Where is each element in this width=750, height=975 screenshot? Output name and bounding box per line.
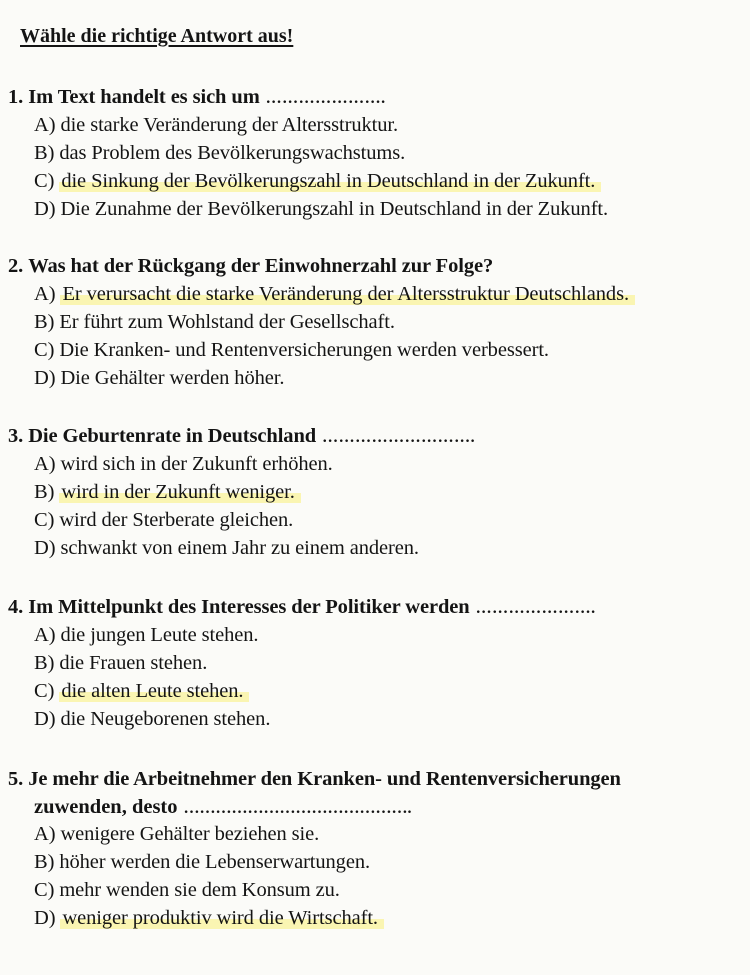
highlighted-answer: wird in der Zukunft weniger. — [59, 481, 300, 503]
option-letter: C) — [34, 879, 55, 901]
question-number: 4. — [8, 596, 24, 618]
option-3c[interactable] — [34, 509, 293, 532]
option-letter: D) — [34, 198, 56, 220]
highlighted-answer: die alten Leute stehen. — [59, 680, 249, 702]
option-letter: D) — [34, 367, 56, 389]
option-1b[interactable] — [34, 142, 405, 165]
option-text: Er führt zum Wohlstand der Gesellschaft. — [59, 311, 395, 333]
question-text: Im Mittelpunkt des Interesses der Politiker werden — [28, 596, 470, 618]
option-text: Die Gehälter werden höher. — [60, 367, 285, 389]
answer-blank: ……………………………………. — [183, 800, 412, 817]
option-text: die Frauen stehen. — [59, 652, 208, 674]
answer-blank: ………………………. — [322, 429, 476, 446]
option-text: das Problem des Bevölkerungswachstums. — [59, 142, 406, 164]
option-text: wird der Sterberate gleichen. — [59, 509, 294, 531]
option-2b[interactable] — [34, 311, 395, 334]
option-5c[interactable] — [34, 879, 340, 902]
option-3a[interactable] — [34, 453, 333, 476]
question-2 — [8, 255, 493, 278]
option-text: Die Kranken- und Rentenversicherungen werden verbessert. — [59, 339, 549, 361]
question-5 — [8, 768, 621, 791]
worksheet-instruction: Wähle die richtige Antwort aus! — [20, 25, 294, 47]
question-5-continued — [34, 796, 412, 819]
option-text: wird sich in der Zukunft erhöhen. — [60, 453, 333, 475]
option-letter: D) — [34, 708, 56, 730]
option-text: die Neugeborenen stehen. — [60, 708, 271, 730]
option-letter: D) — [34, 537, 56, 559]
option-letter: A) — [34, 624, 56, 646]
option-text: die starke Veränderung der Altersstruktur. — [60, 114, 399, 136]
answer-blank: …………………. — [265, 90, 386, 107]
option-letter: B) — [34, 851, 55, 873]
option-2c[interactable] — [34, 339, 549, 362]
option-letter: A) — [34, 283, 56, 305]
option-letter: B) — [34, 311, 55, 333]
answer-blank: …………………. — [475, 600, 596, 617]
option-4d[interactable] — [34, 708, 270, 731]
question-number: 3. — [8, 425, 24, 447]
option-letter: C) — [34, 509, 55, 531]
highlighted-answer: Er verursacht die starke Veränderung der Altersstruktur Deutschlands. — [60, 283, 635, 305]
question-number: 5. — [8, 768, 24, 790]
highlighted-answer: die Sinkung der Bevölkerungszahl in Deutschland in der Zukunft. — [59, 170, 601, 192]
option-letter: C) — [34, 339, 55, 361]
option-letter: D) — [34, 907, 56, 929]
option-4a[interactable] — [34, 624, 258, 647]
question-number: 2. — [8, 255, 24, 277]
question-1 — [8, 86, 386, 109]
question-number: 1. — [8, 86, 24, 108]
option-letter: B) — [34, 481, 55, 503]
option-1c[interactable] — [34, 170, 601, 193]
option-5b[interactable] — [34, 851, 370, 874]
option-1a[interactable] — [34, 114, 398, 137]
option-text: wenigere Gehälter beziehen sie. — [60, 823, 320, 845]
option-letter: B) — [34, 652, 55, 674]
option-text: höher werden die Lebenserwartungen. — [59, 851, 371, 873]
option-2a[interactable] — [34, 283, 635, 306]
question-text: Die Geburtenrate in Deutschland — [28, 425, 317, 447]
option-letter: C) — [34, 680, 55, 702]
option-5a[interactable] — [34, 823, 319, 846]
option-2d[interactable] — [34, 367, 284, 390]
option-letter: C) — [34, 170, 55, 192]
option-3b[interactable] — [34, 481, 301, 504]
option-text: Die Zunahme der Bevölkerungszahl in Deutschland in der Zukunft. — [60, 198, 609, 220]
option-4b[interactable] — [34, 652, 207, 675]
option-letter: A) — [34, 453, 56, 475]
question-text: Im Text handelt es sich um — [28, 86, 260, 108]
question-text: Was hat der Rückgang der Einwohnerzahl zur Folge? — [28, 255, 494, 277]
question-3 — [8, 425, 475, 448]
question-4 — [8, 596, 596, 619]
option-letter: A) — [34, 823, 56, 845]
option-text: die jungen Leute stehen. — [60, 624, 259, 646]
option-1d[interactable] — [34, 198, 608, 221]
option-text: schwankt von einem Jahr zu einem anderen. — [60, 537, 419, 559]
question-text: Je mehr die Arbeitnehmer den Kranken- und Rentenversicherungen — [28, 768, 621, 790]
option-3d[interactable] — [34, 537, 419, 560]
option-5d[interactable] — [34, 907, 384, 930]
option-4c[interactable] — [34, 680, 249, 703]
option-text: mehr wenden sie dem Konsum zu. — [59, 879, 340, 901]
option-letter: B) — [34, 142, 55, 164]
option-letter: A) — [34, 114, 56, 136]
question-text-line2: zuwenden, desto — [34, 796, 178, 818]
highlighted-answer: weniger produktiv wird die Wirtschaft. — [60, 907, 384, 929]
